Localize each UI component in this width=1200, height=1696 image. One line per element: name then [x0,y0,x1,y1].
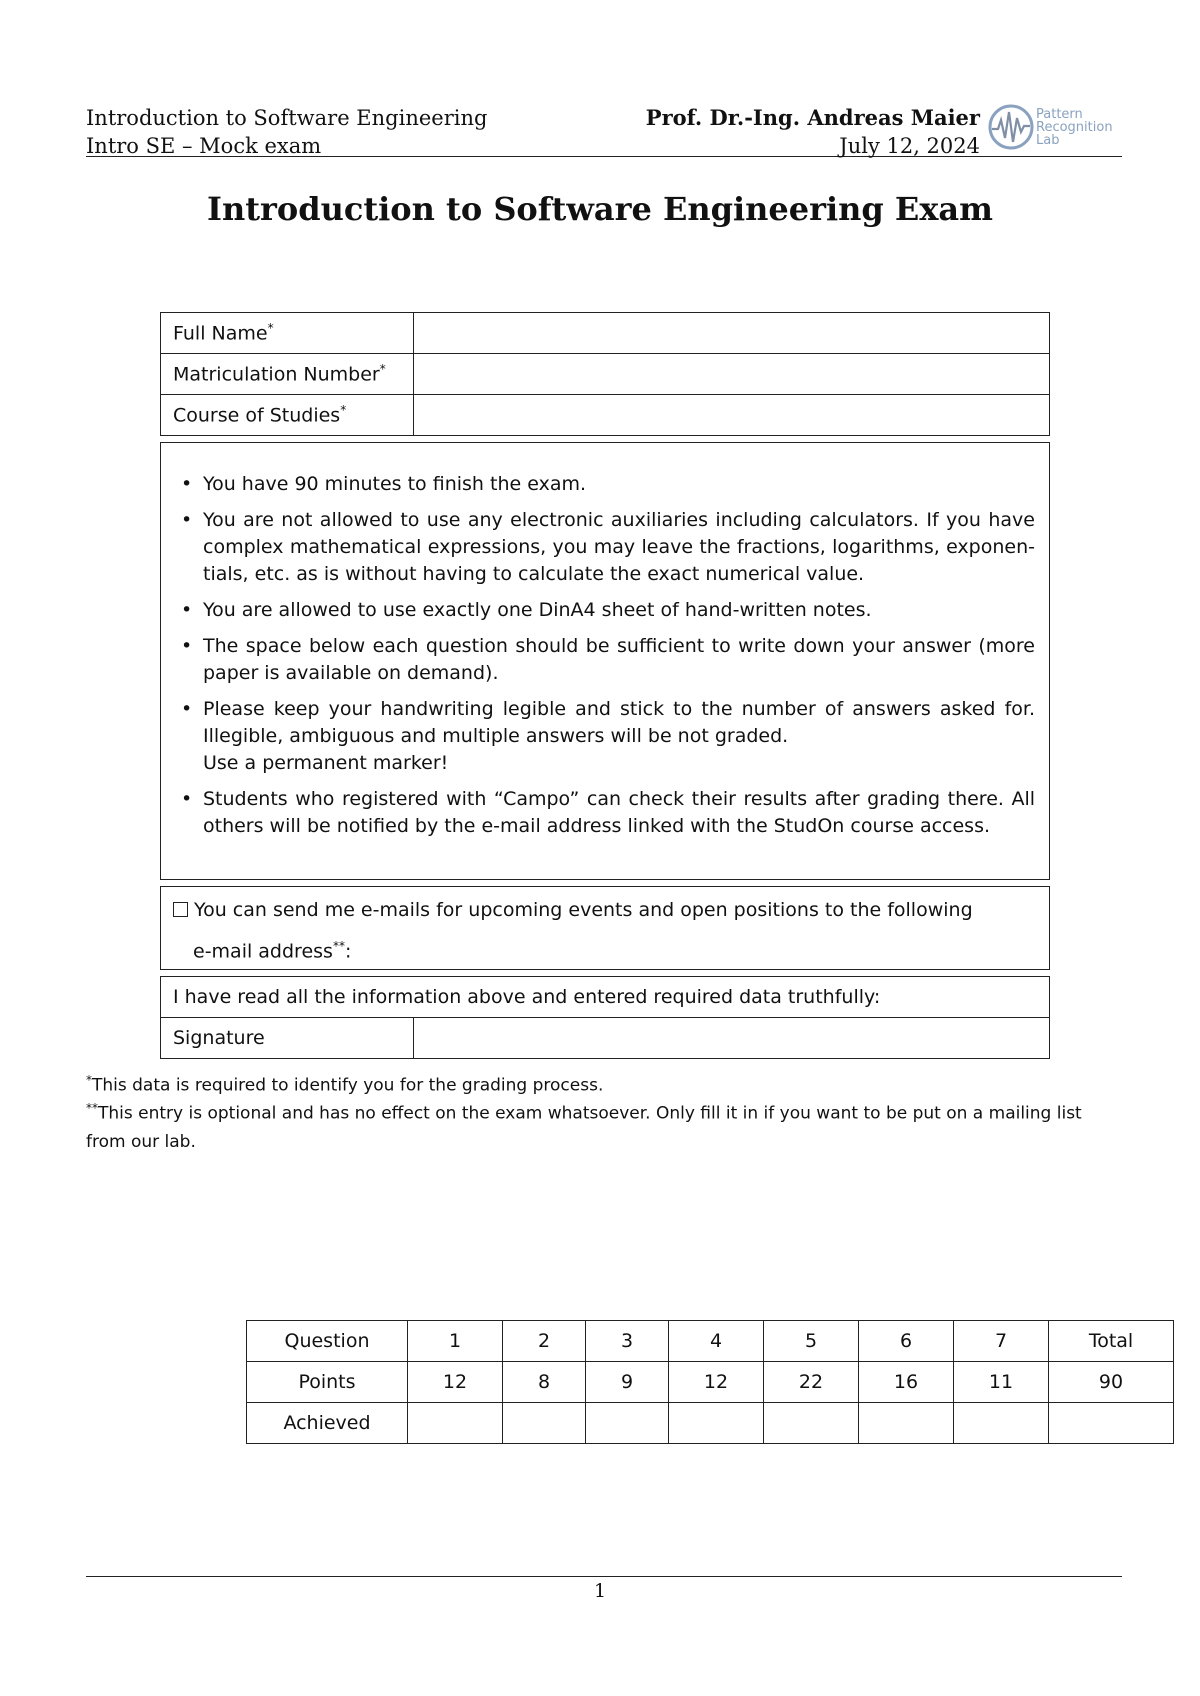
table-row [161,313,1050,354]
student-info-table [160,312,1050,436]
row-label-achieved: Achieved [247,1403,408,1444]
table-row [247,1403,1174,1444]
achieved-cell[interactable] [503,1403,586,1444]
row-label-points: Points [247,1362,408,1403]
signature-field[interactable] [414,1018,1050,1059]
table-row [161,354,1050,395]
exam-title: Introduction to Software Engineering Exam [207,190,993,228]
waveform-icon [986,102,1036,152]
exam-subtitle: Intro SE – Mock exam [86,134,322,158]
lab-logo [986,102,1122,152]
field-label-matriculation: Matriculation Number* [161,354,414,395]
logo-word-lab: Lab [1036,133,1060,148]
list-item [203,696,1035,777]
table-row [247,1362,1174,1403]
logo-word-pattern: Pattern [1036,107,1083,122]
row-label-question: Question [247,1321,408,1362]
course-of-studies-field[interactable] [414,395,1050,436]
signature-label: Signature [161,1018,414,1059]
footnote-required: *This data is required to identify you for the grading process. [86,1073,604,1096]
declaration-text: I have read all the information above and entered required data truthfully: [161,977,1050,1018]
professor-name: Prof. Dr.-Ing. Andreas Maier [645,105,980,130]
points-cell: 12 [669,1362,764,1403]
page-number: 1 [593,1580,607,1602]
instruction-text: Use a permanent marker! [203,752,449,774]
email-consent-checkbox[interactable] [173,902,188,917]
points-table [246,1320,1174,1444]
points-cell: 9 [586,1362,669,1403]
matriculation-number-field[interactable] [414,354,1050,395]
signature-table [160,976,1050,1059]
logo-word-recognition: Recognition [1036,120,1113,135]
page-header [86,100,1122,157]
table-row [161,1018,1050,1059]
email-consent-text: You can send me e-mails for upcoming events and open positions to the following [194,899,973,921]
achieved-cell[interactable] [954,1403,1049,1444]
achieved-cell[interactable] [408,1403,503,1444]
list-item: • You are not allowed to use any electronic auxiliaries including calculators. If you have complex mathematical expressions, you may leave the fractions, logarithms, exponen- tials, etc. as is without having to calculate the exact numerical value. [203,507,1035,588]
achieved-total[interactable] [1049,1403,1174,1444]
points-cell: 12 [408,1362,503,1403]
question-number: 1 [408,1321,503,1362]
achieved-cell[interactable] [586,1403,669,1444]
email-consent-box [160,886,1050,970]
question-number: 2 [503,1321,586,1362]
instructions-list [161,443,1049,840]
logo-text [1036,108,1113,147]
table-row [161,395,1050,436]
instruction-text: Please keep your handwriting legible and stick to the number of answers asked for. Illegible, ambiguous and multiple answers will be not graded. [203,698,1035,747]
points-cell: 22 [764,1362,859,1403]
points-cell: 16 [859,1362,954,1403]
list-item: • The space below each question should be sufficient to write down your answer (more paper is available on demand). [203,633,1035,687]
achieved-cell[interactable] [859,1403,954,1444]
list-item: • You are allowed to use exactly one DinA4 sheet of hand-written notes. [203,597,1035,624]
question-number: 3 [586,1321,669,1362]
header-left [86,104,487,160]
field-label-course: Course of Studies* [161,395,414,436]
achieved-cell[interactable] [764,1403,859,1444]
list-item: • Students who registered with “Campo” can check their results after grading there. All others will be notified by the e-mail address linked with the StudOn course access. [203,786,1035,840]
question-number: 6 [859,1321,954,1362]
email-consent-line [173,899,973,921]
field-label-full-name: Full Name* [161,313,414,354]
table-row [161,977,1050,1018]
email-address-label: e-mail address**: [193,939,352,963]
footnote-optional: **This entry is optional and has no effect on the exam whatsoever. Only fill it in if you want to be put on a mailing list from our lab. [86,1101,1082,1152]
points-total: 90 [1049,1362,1174,1403]
points-cell: 8 [503,1362,586,1403]
question-number: 4 [669,1321,764,1362]
question-number: 5 [764,1321,859,1362]
footer-divider [86,1576,1122,1577]
table-row [247,1321,1174,1362]
instructions-box [160,442,1050,880]
list-item: • You have 90 minutes to finish the exam. [203,471,1035,498]
points-cell: 11 [954,1362,1049,1403]
achieved-cell[interactable] [669,1403,764,1444]
exam-date: July 12, 2024 [839,134,980,158]
header-right [646,104,980,160]
full-name-field[interactable] [414,313,1050,354]
question-number: 7 [954,1321,1049,1362]
question-total: Total [1049,1321,1174,1362]
course-name: Introduction to Software Engineering [86,106,488,130]
